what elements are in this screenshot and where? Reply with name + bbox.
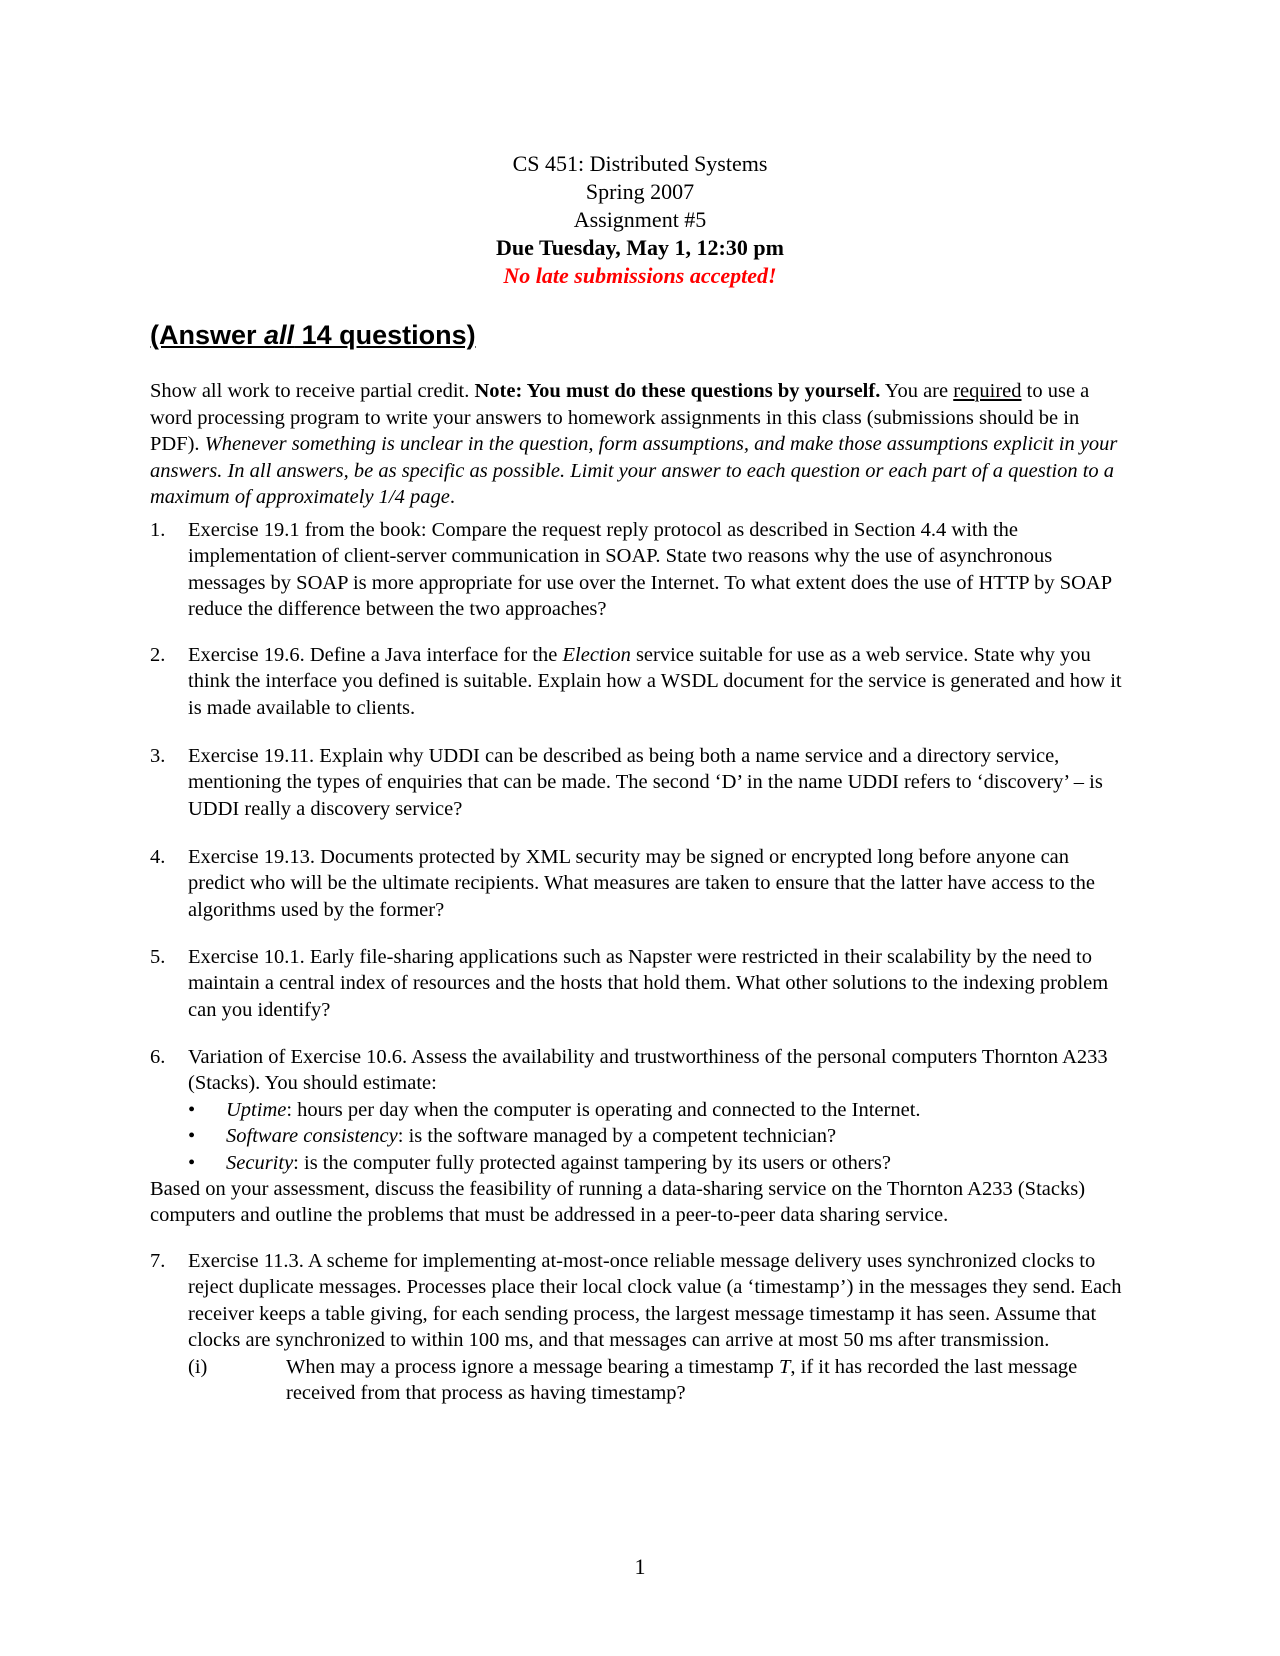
question-3 (150, 743, 1125, 822)
question-text (188, 642, 1125, 721)
sub-question (188, 1354, 1125, 1407)
bullet-term: Software consistency (226, 1125, 398, 1148)
section-heading (150, 320, 476, 351)
late-notice: No late submissions accepted! (503, 263, 777, 288)
bullet-term: Uptime (226, 1098, 287, 1121)
question-4 (150, 844, 1125, 923)
question-number: 1. (150, 519, 166, 541)
question-followup: Based on your assessment, discuss the feasibility of running a data-sharing service on the Thornton A233 (Stacks) computers and outline the problems that must be addressed in a peer-to-peer data sharing service. (150, 1178, 1086, 1227)
intro-text-1: Show all work to receive partial credit. (150, 380, 475, 402)
list-item (188, 1097, 1135, 1123)
bullet-icon: • (188, 1151, 196, 1174)
question-6 (150, 1044, 1135, 1229)
question-number: 5. (150, 946, 166, 968)
sub-question-pre: When may a process ignore a message bearing a timestamp (286, 1355, 779, 1378)
intro-text-3: to use a word processing program to write your answers to homework assignments in this class (submissions should be in PDF). (150, 380, 1090, 455)
question-1 (150, 517, 1125, 623)
course-title: CS 451: Distributed Systems (512, 151, 768, 176)
question-text-post: service suitable for use as a web service. State why you think the interface you defined is suitable. Explain how a WSDL document for the service is generated and how it is made available to clients. (188, 644, 1122, 719)
due-date: Due Tuesday, May 1, 12:30 pm (496, 235, 784, 260)
bullet-text: : is the software managed by a competent technician? (397, 1125, 837, 1148)
intro-text-2: You are (880, 380, 954, 402)
intro-italic: Whenever something is unclear in the question, form assumptions, and make those assumptions explicit in your answers. In all answers, be as specific as possible. Limit your answer to each question or each part of a question to a maximum of approximately 1/4 page (150, 433, 1118, 508)
intro-required: required (953, 380, 1022, 402)
bullet-text: : is the computer fully protected against tampering by its users or others? (293, 1151, 891, 1174)
instructions-paragraph (150, 378, 1130, 511)
heading-prefix: (Answer (150, 320, 265, 350)
question-number: 3. (150, 745, 166, 767)
question-number: 2. (150, 644, 166, 666)
page-number: 1 (634, 1554, 646, 1579)
bullet-icon: • (188, 1098, 196, 1121)
question-number: 6. (150, 1046, 166, 1068)
heading-emphasis: all (264, 320, 295, 350)
list-item (188, 1150, 1135, 1176)
header (0, 150, 1280, 290)
question-text: Exercise 19.11. Explain why UDDI can be described as being both a name service and a directory service, mentioning the types of enquiries that can be made. The second ‘D’ in the name UDDI refers to ‘discovery’ – is UDDI really a discovery service? (188, 745, 1103, 820)
list-item (188, 1123, 1135, 1149)
sub-question-text (286, 1354, 1125, 1407)
question-text: Exercise 11.3. A scheme for implementing at-most-once reliable message delivery uses synchronized clocks to reject duplicate messages. Processes place their local clock value (a ‘timestamp’) in the messages they send. Each receiver keeps a table giving, for each sending process, the largest message timestamp it has seen. Assume that clocks are synchronized to within 100 ms, and that messages can arrive at most 50 ms after transmission. (188, 1250, 1122, 1352)
term: Spring 2007 (585, 179, 695, 204)
intro-end: . (449, 486, 455, 508)
question-text: Variation of Exercise 10.6. Assess the availability and trustworthiness of the personal computers Thornton A233 (Stacks). You should estimate: (188, 1046, 1108, 1095)
question-text-pre: Exercise 19.6. Define a Java interface for the (188, 644, 563, 666)
question-text: Exercise 19.13. Documents protected by XML security may be signed or encrypted long before anyone can predict who will be the ultimate recipients. What measures are taken to ensure that the latter have access to the algorithms used by the former? (188, 846, 1095, 921)
sub-question-number: (i) (188, 1355, 208, 1378)
sub-question-post: , if it has recorded the last message received from that process as having timestamp? (286, 1355, 1078, 1405)
bullet-list (188, 1097, 1135, 1176)
bullet-term: Security (226, 1151, 294, 1174)
question-2 (150, 642, 1125, 721)
question-5 (150, 944, 1125, 1023)
question-text: Exercise 19.1 from the book: Compare the request reply protocol as described in Section 4.4 with the implementation of client-server communication in SOAP. State two reasons why the use of asynchronous messages by SOAP is more appropriate for use over the Internet. To what extent does the use of HTTP by SOAP reduce the difference between the two approaches? (188, 519, 1112, 621)
question-7 (150, 1248, 1125, 1406)
question-text: Exercise 10.1. Early file-sharing applications such as Napster were restricted in their scalability by the need to maintain a central index of resources and the hosts that hold them. What other solutions to the indexing problem can you identify? (188, 946, 1109, 1021)
bullet-icon: • (188, 1125, 196, 1148)
assignment-number: Assignment #5 (573, 207, 707, 232)
intro-note: Note: You must do these questions by yourself. (474, 380, 881, 402)
heading-suffix: 14 questions) (294, 320, 476, 350)
question-number: 7. (150, 1250, 166, 1272)
question-number: 4. (150, 846, 166, 868)
bullet-text: : hours per day when the computer is operating and connected to the Internet. (286, 1098, 921, 1121)
sub-question-emphasis: T (778, 1355, 791, 1378)
question-emphasis: Election (562, 644, 631, 666)
